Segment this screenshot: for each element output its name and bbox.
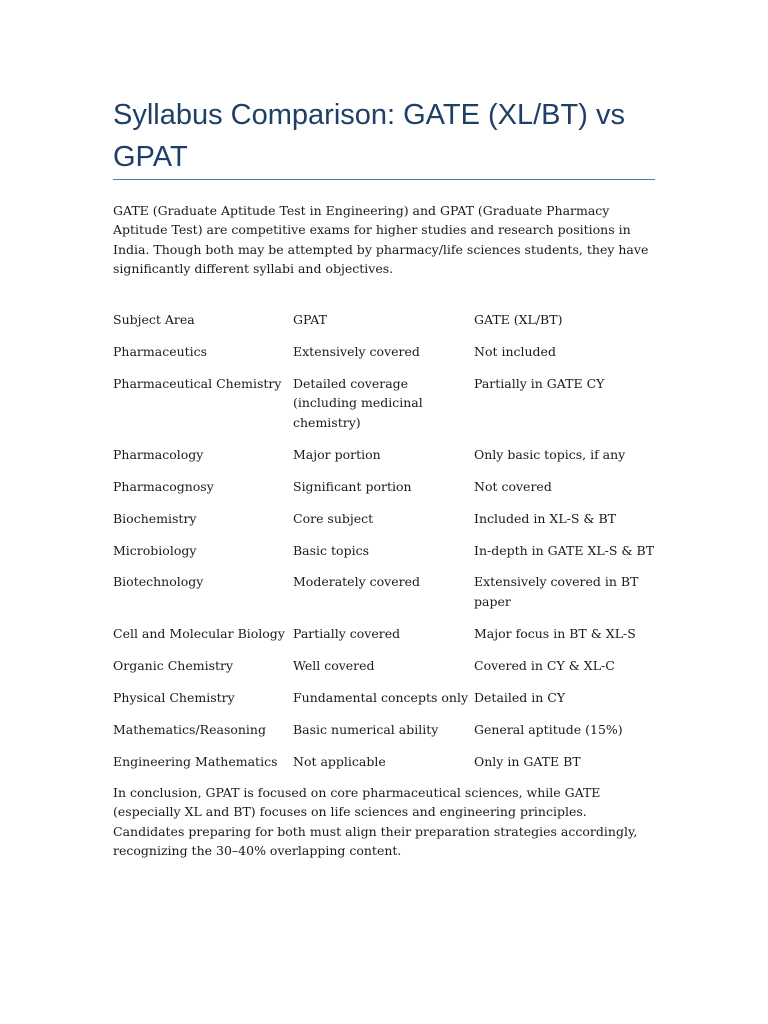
gpat-cell: Significant portion — [293, 478, 412, 494]
subject-cell: Biochemistry — [113, 510, 197, 526]
header-gate: GATE (XL/BT) — [474, 312, 563, 327]
subject-cell: Pharmaceutical Chemistry — [113, 375, 282, 391]
table-row — [113, 374, 673, 432]
table-row — [113, 752, 673, 771]
gate-cell: Covered in CY & XL-C — [474, 657, 615, 673]
document-title: Syllabus Comparison: GATE (XL/BT) vs GPAT — [113, 99, 625, 173]
table-row — [113, 688, 673, 707]
gpat-cell: Extensively covered — [293, 343, 420, 359]
gpat-cell: Major portion — [293, 446, 381, 462]
gate-cell: Major focus in BT & XL-S — [474, 625, 636, 641]
header-subject-area: Subject Area — [113, 312, 195, 327]
gpat-cell: Partially covered — [293, 625, 401, 641]
gate-cell: Partially in GATE CY — [474, 375, 605, 391]
table-row — [113, 445, 673, 464]
table-row — [113, 342, 673, 361]
subject-cell: Pharmacology — [113, 446, 204, 462]
gate-cell: Not included — [474, 343, 556, 359]
gate-cell: In-depth in GATE XL-S & BT — [474, 542, 655, 558]
table-row — [113, 656, 673, 675]
gpat-cell: Fundamental concepts only — [293, 689, 468, 705]
subject-cell: Microbiology — [113, 542, 197, 558]
table-row — [113, 720, 673, 739]
gpat-cell: Well covered — [293, 657, 375, 673]
gate-cell: Only basic topics, if any — [474, 446, 626, 462]
subject-cell: Cell and Molecular Biology — [113, 625, 285, 641]
header-gpat: GPAT — [293, 312, 327, 327]
table-header-row — [113, 310, 673, 329]
gate-cell: Only in GATE BT — [474, 753, 581, 769]
subject-cell: Engineering Mathematics — [113, 753, 278, 769]
comparison-table — [113, 310, 673, 784]
subject-cell: Pharmaceutics — [113, 343, 208, 359]
intro-paragraph: GATE (Graduate Aptitude Test in Engineering) and GPAT (Graduate Pharmacy Aptitude Test) are competitive exams for higher studies and research positions in India. Though both may be attempted by pharmacy/life sciences students, they have significantly different syllabi and objectives. — [113, 203, 649, 276]
gate-cell: Detailed in CY — [474, 689, 566, 705]
subject-cell: Mathematics/Reasoning — [113, 721, 266, 737]
table-row — [113, 509, 673, 528]
table-row — [113, 572, 673, 611]
table-row — [113, 541, 673, 560]
gate-cell: Extensively covered in BT paper — [474, 574, 639, 609]
gpat-cell: Moderately covered — [293, 574, 420, 590]
gate-cell: Not covered — [474, 478, 552, 494]
subject-cell: Organic Chemistry — [113, 657, 234, 673]
gate-cell: General aptitude (15%) — [474, 721, 623, 737]
gpat-cell: Basic topics — [293, 542, 369, 558]
title-divider — [113, 179, 655, 180]
conclusion-paragraph: In conclusion, GPAT is focused on core pharmaceutical sciences, while GATE (especially XL and BT) focuses on life sciences and engineering principles. Candidates preparing for both must align their preparation strategies accordingly, recognizing the 30–40% overlapping content. — [113, 785, 638, 858]
table-row — [113, 624, 673, 643]
gpat-cell: Detailed coverage (including medicinal chemistry) — [293, 375, 423, 430]
gpat-cell: Core subject — [293, 510, 374, 526]
gpat-cell: Not applicable — [293, 753, 386, 769]
gpat-cell: Basic numerical ability — [293, 721, 439, 737]
subject-cell: Biotechnology — [113, 574, 204, 590]
table-row — [113, 477, 673, 496]
subject-cell: Pharmacognosy — [113, 478, 214, 494]
subject-cell: Physical Chemistry — [113, 689, 235, 705]
gate-cell: Included in XL-S & BT — [474, 510, 617, 526]
